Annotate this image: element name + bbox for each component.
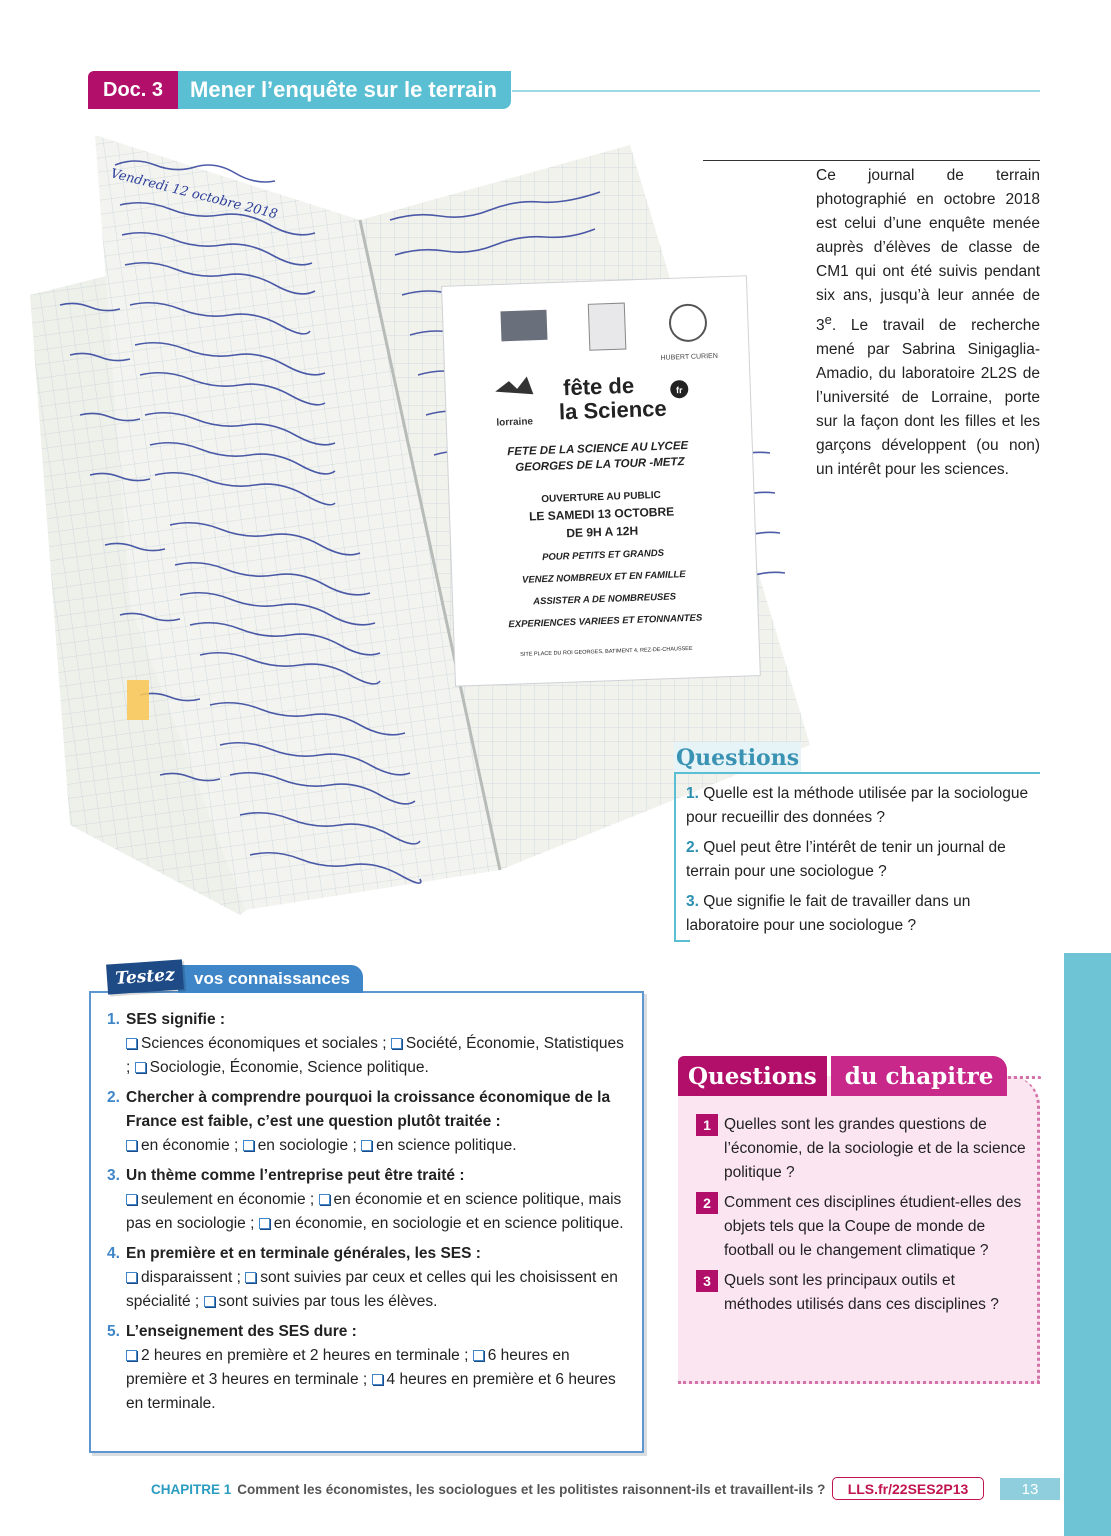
- flyer-line: OUVERTURE AU PUBLIC: [541, 489, 661, 506]
- quiz-option: en sociologie ;: [257, 1137, 357, 1154]
- checkbox-icon[interactable]: [126, 1350, 137, 1361]
- doc-title: Mener l’enquête sur le terrain: [178, 71, 511, 109]
- doc-header: [88, 71, 511, 109]
- checkbox-icon[interactable]: [126, 1272, 137, 1283]
- flyer-line: EXPERIENCES VARIEES ET ETONNANTES: [508, 612, 703, 631]
- quiz-number: 1.: [107, 1011, 120, 1028]
- photo-caption: [816, 164, 1040, 482]
- quiz-options: [107, 1032, 627, 1080]
- quiz-option: 4 heures en première et 6 heures en terminale.: [126, 1371, 616, 1412]
- quiz-number: 2.: [107, 1089, 120, 1106]
- quiz-option: seulement en économie ;: [141, 1191, 315, 1208]
- flyer-line: LE SAMEDI 13 OCTOBRE: [528, 504, 675, 524]
- question-text: Quelle est la méthode utilisée par la sociologue pour recueillir des données ?: [686, 785, 1029, 826]
- flyer-region: lorraine: [496, 416, 534, 429]
- question-item: [686, 836, 1036, 884]
- footer-link[interactable]: LLS.fr/22SES2P13: [832, 1477, 984, 1500]
- question-number: 2.: [686, 839, 699, 856]
- checkbox-icon[interactable]: [126, 1194, 137, 1205]
- caption-text: Ce journal de terrain photographié en octobre 2018 est celui d’une enquête menée auprès d’élèves de classe de CM1 qui ont été suivis pendant six ans, jusqu’à leur année de 3: [816, 167, 1040, 335]
- footer-chapter: CHAPITRE 1: [151, 1481, 232, 1497]
- quiz-question: [107, 1008, 627, 1032]
- checkbox-icon[interactable]: [243, 1140, 254, 1151]
- flyer-title: FETE DE LA SCIENCE AU LYCEE GEORGES DE LA TOUR -METZ: [507, 439, 689, 474]
- page-number: 13: [1000, 1478, 1060, 1500]
- caption-text-end: . Le travail de recherche mené par Sabrina Sinigaglia-Amadio, du laboratoire 2L2S de l’université de Lorraine, porte sur la façon dont les filles et les garçons développent (ou non) un intérêt pour les sciences.: [816, 317, 1040, 479]
- question-item: [686, 782, 1036, 830]
- quiz-option: disparaissent ;: [141, 1269, 241, 1286]
- chapter-questions-title-b: du chapitre: [831, 1056, 1008, 1096]
- questions-list: [686, 782, 1036, 944]
- question-text: Que signifie le fait de travailler dans un laboratoire pour une sociologue ?: [686, 893, 971, 934]
- checkbox-icon[interactable]: [319, 1194, 330, 1205]
- quiz-option: en science politique.: [376, 1137, 517, 1154]
- question-text: Quel peut être l’intérêt de tenir un journal de terrain pour une sociologue ?: [686, 839, 1006, 880]
- checkbox-icon[interactable]: [372, 1374, 383, 1385]
- quiz-item: [107, 1008, 627, 1080]
- checkbox-icon[interactable]: [259, 1218, 270, 1229]
- quiz-option: Sciences économiques et sociales ;: [141, 1035, 387, 1052]
- chapter-question-item: [696, 1113, 1026, 1185]
- header-rule: [512, 90, 1040, 92]
- checkbox-icon[interactable]: [204, 1296, 215, 1307]
- flyer-footer: SITE PLACE DU ROI GEORGES, BATIMENT 4, REZ-DE-CHAUSSEE: [520, 645, 693, 658]
- quiz-question-text: L’enseignement des SES dure :: [126, 1323, 357, 1340]
- checkbox-icon[interactable]: [126, 1038, 137, 1049]
- quiz-question: [107, 1164, 627, 1188]
- chapter-questions-list: [696, 1113, 1026, 1323]
- chapter-question-item: [696, 1269, 1026, 1317]
- page-footer: [151, 1478, 825, 1500]
- quiz-question-text: Un thème comme l’entreprise peut être traité :: [126, 1167, 465, 1184]
- quiz-tab: Testez: [106, 959, 184, 994]
- checkbox-icon[interactable]: [245, 1272, 256, 1283]
- questions-rule-left: [674, 772, 676, 942]
- question-item: [686, 890, 1036, 938]
- quiz-options: [107, 1188, 627, 1236]
- quiz-question-text: SES signifie :: [126, 1011, 226, 1028]
- footer-title: Comment les économistes, les sociologues et les politistes raisonnent-ils et travaillent-ils ?: [237, 1481, 826, 1497]
- checkbox-icon[interactable]: [473, 1350, 484, 1361]
- quiz-item: [107, 1242, 627, 1314]
- chapter-question-number: 2: [696, 1192, 718, 1214]
- chapter-question-item: [696, 1191, 1026, 1263]
- checkbox-icon[interactable]: [361, 1140, 372, 1151]
- quiz-list: [107, 1008, 627, 1422]
- checkbox-icon[interactable]: [126, 1140, 137, 1151]
- chapter-question-number: 1: [696, 1114, 718, 1136]
- caption-sup: e: [824, 312, 832, 327]
- chapter-question-text: Comment ces disciplines étudient-elles des objets tels que la Coupe de monde de football ou le changement climatique ?: [724, 1194, 1022, 1259]
- checkbox-icon[interactable]: [391, 1038, 402, 1049]
- flyer-line: ASSISTER A DE NOMBREUSES: [532, 591, 677, 608]
- quiz-options: [107, 1134, 627, 1158]
- quiz-number: 3.: [107, 1167, 120, 1184]
- flyer-logo-right: HUBERT CURIEN: [660, 352, 718, 362]
- quiz-question: [107, 1086, 627, 1134]
- flyer-line: DE 9H A 12H: [566, 523, 639, 541]
- questions-title: Questions: [674, 742, 801, 774]
- notebook-heading: Vendredi 12 octobre 2018: [109, 166, 279, 223]
- quiz-question: [107, 1242, 627, 1266]
- question-number: 3.: [686, 893, 699, 910]
- quiz-option: Sociologie, Économie, Science politique.: [149, 1059, 429, 1076]
- quiz-option: en économie et en science politique, mais pas en sociologie ;: [126, 1191, 622, 1232]
- quiz-number: 4.: [107, 1245, 120, 1262]
- flyer-line: VENEZ NOMBREUX ET EN FAMILLE: [521, 569, 686, 586]
- quiz-options: [107, 1266, 627, 1314]
- doc-tag: Doc. 3: [88, 71, 178, 109]
- chapter-question-number: 3: [696, 1270, 718, 1292]
- checkbox-icon[interactable]: [135, 1062, 146, 1073]
- quiz-item: [107, 1164, 627, 1236]
- chapter-question-text: Quelles sont les grandes questions de l’économie, de la sociologie et de la science politique ?: [724, 1116, 1026, 1181]
- quiz-option: en économie ;: [141, 1137, 239, 1154]
- flyer-brand-line1: fête de: [562, 372, 635, 401]
- chapter-side-bar: [1064, 953, 1111, 1536]
- quiz-option: sont suivies par tous les élèves.: [218, 1293, 438, 1310]
- quiz-question-text: En première et en terminale générales, les SES :: [126, 1245, 481, 1262]
- quiz-option: en économie, en sociologie et en science politique.: [273, 1215, 624, 1232]
- quiz-item: [107, 1320, 627, 1416]
- quiz-question: [107, 1320, 627, 1344]
- quiz-option: sont suivies par ceux et celles qui les choisissent en spécialité ;: [126, 1269, 618, 1310]
- questions-rule: [674, 772, 1040, 774]
- quiz-number: 5.: [107, 1323, 120, 1340]
- caption-rule: [703, 160, 1040, 161]
- chapter-question-text: Quels sont les principaux outils et méthodes utilisés dans ces disciplines ?: [724, 1272, 999, 1313]
- chapter-questions-header: [678, 1056, 1007, 1096]
- quiz-subtitle: vos connaissances: [178, 965, 363, 993]
- quiz-option: 6 heures en première et 3 heures en terminale ;: [126, 1347, 570, 1388]
- quiz-options: [107, 1344, 627, 1416]
- quiz-option: Société, Économie, Statistiques ;: [126, 1035, 624, 1076]
- quiz-question-text: Chercher à comprendre pourquoi la croissance économique de la France est faible, c’est une question plutôt traitée :: [126, 1089, 611, 1130]
- flyer-brand-line2: la Science: [558, 395, 668, 425]
- question-number: 1.: [686, 785, 699, 802]
- chapter-questions-title-a: Questions: [678, 1056, 827, 1096]
- flyer-line: POUR PETITS ET GRANDS: [541, 547, 665, 564]
- flyer-brand-fr: fr: [675, 385, 683, 396]
- quiz-option: 2 heures en première et 2 heures en terminale ;: [141, 1347, 469, 1364]
- quiz-item: [107, 1086, 627, 1158]
